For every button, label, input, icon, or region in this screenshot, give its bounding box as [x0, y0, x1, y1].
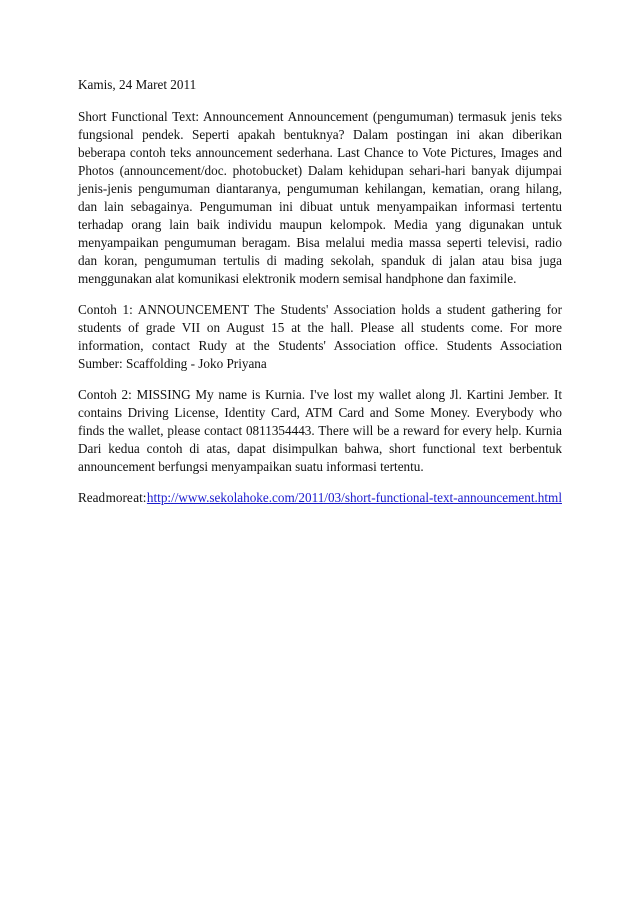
read-more-word-read: Read	[78, 490, 106, 505]
read-more-line	[78, 489, 562, 507]
paragraph-intro: Short Functional Text: Announcement Announcement (pengumuman) termasuk jenis teks fungsional pendek. Seperti apakah bentuknya? Dalam postingan ini akan diberikan beberapa contoh teks announcement sederhana. Last Chance to Vote Pictures, Images and Photos (announcement/doc. photobucket) Dalam kehidupan sehari-hari banyak dijumpai jenis-jenis pengumuman diantaranya, pengumuman kehilangan, kematian, orang hilang, dan lain sebagainya. Pengumuman ini dibuat untuk menyampaikan informasi tertentu terhadap orang lain baik individu maupun kelompok. Media yang digunakan untuk menyampaikan pengumuman beragam. Bisa melalui media massa seperti televisi, radio dan koran, pengumuman tertulis di mading sekolah, spanduk di jalan atau bisa juga menggunakan alat komunikasi elektronik modern semisal handphone dan faximile.	[78, 109, 562, 286]
read-more-word-at: at:	[133, 490, 147, 505]
document-date: Kamis, 24 Maret 2011	[78, 77, 197, 92]
paragraph-example-1: Contoh 1: ANNOUNCEMENT The Students' Association holds a student gathering for students of grade VII on August 15 at the hall. Please all students come. For more information, contact Rudy at the Students' Association office. Students Association Sumber: Scaffolding - Joko Priyana	[78, 302, 562, 371]
document-page	[78, 66, 562, 507]
source-link[interactable]: http://www.sekolahoke.com/2011/03/short-functional-text-announcement.html	[146, 490, 562, 505]
paragraph-example-2: Contoh 2: MISSING My name is Kurnia. I've lost my wallet along Jl. Kartini Jember. It contains Driving License, Identity Card, ATM Card and Some Money. Everybody who finds the wallet, please contact 0811354443. There will be a reward for every help. Kurnia Dari kedua contoh di atas, dapat disimpulkan bahwa, short functional text berbentuk announcement berfungsi menyampaikan suatu informasi tertentu.	[78, 387, 562, 474]
read-more-word-more: more	[105, 490, 133, 505]
